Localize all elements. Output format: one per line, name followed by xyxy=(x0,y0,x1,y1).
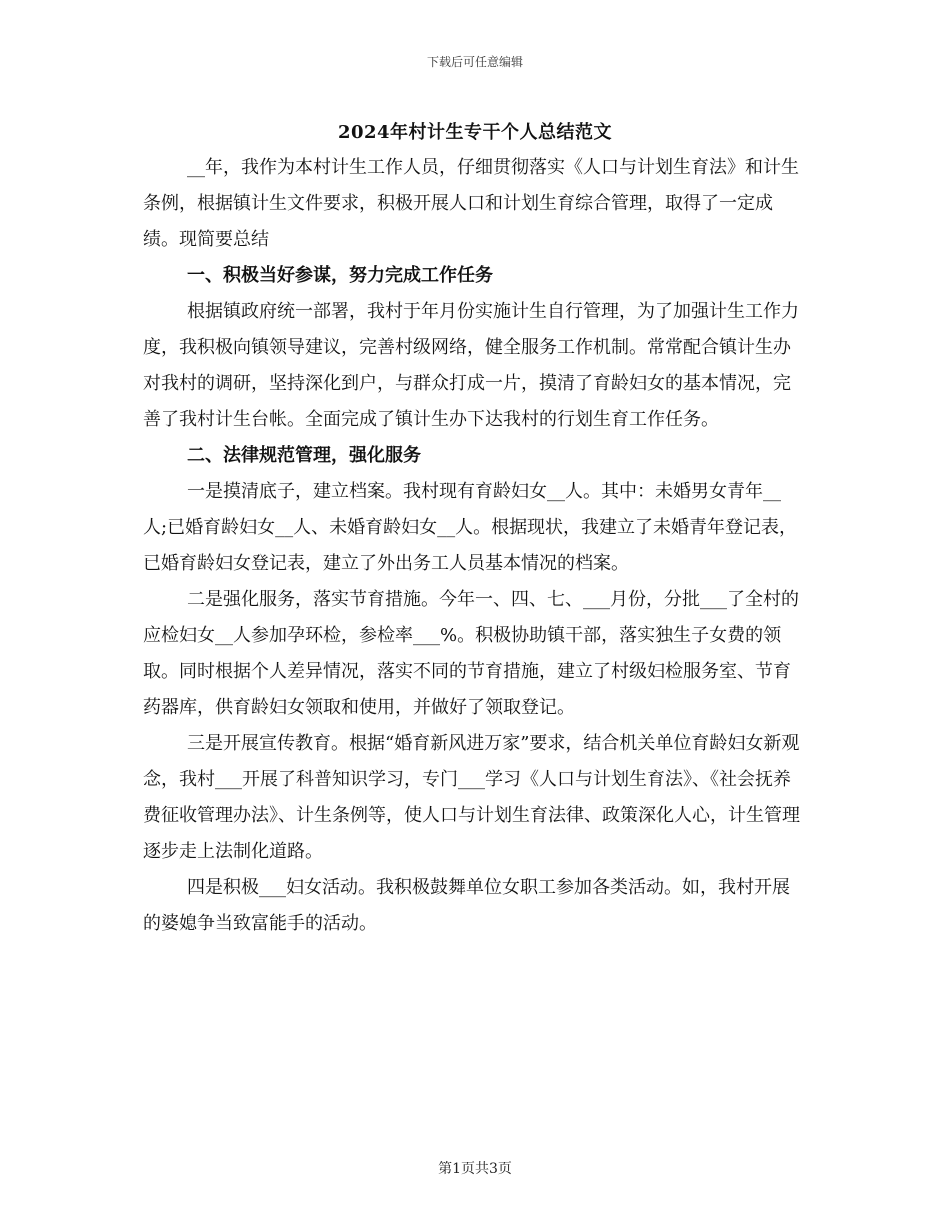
body-paragraph: 三是开展宣传教育。根据“婚育新风进万家”要求，结合机关单位育龄妇女新观念，我村___开展了科普知识学习，专门___学习《人口与计划生育法》、《社会抚养费征收管理办法》、计生条例等，使人口与计划生育法律、政策深化人心，计生管理逐步走上法制化道路。 xyxy=(143,733,800,862)
section-heading: 二、法律规范管理，强化服务 xyxy=(187,445,421,466)
body-paragraph: 二是强化服务，落实节育措施。今年一、四、七、___月份，分批___了全村的应检妇女__人参加孕环检，参检率___%。积极协助镇干部，落实独生子女费的领取。同时根据个人差异情况，落实不同的节育措施，建立了村级妇检服务室、节育药器库，供育龄妇女领取和使用，并做好了领取登记。 xyxy=(143,589,799,718)
intro-paragraph: __年，我作为本村计生工作人员，仔细贯彻落实《人口与计划生育法》和计生条例，根据镇计生文件要求，积极开展人口和计划生育综合管理，取得了一定成绩。现简要总结 xyxy=(143,157,799,250)
body-paragraph: 根据镇政府统一部署，我村于年月份实施计生自行管理，为了加强计生工作力度，我积极向镇领导建议，完善村级网络，健全服务工作机制。常常配合镇计生办对我村的调研，坚持深化到户，与群众打成一片，摸清了育龄妇女的基本情况，完善了我村计生台帐。全面完成了镇计生办下达我村的行划生育工作任务。 xyxy=(143,301,799,430)
document-title: 2024年村计生专干个人总结范文 xyxy=(337,122,613,143)
document-body xyxy=(143,150,803,942)
section-heading: 一、积极当好参谋，努力完成工作任务 xyxy=(187,265,493,286)
header-note: 下载后可任意编辑 xyxy=(426,55,523,69)
body-paragraph: 一是摸清底子，建立档案。我村现有育龄妇女__人。其中：未婚男女青年__人;已婚育龄妇女__人、未婚育龄妇女__人。根据现状，我建立了未婚青年登记表，已婚育龄妇女登记表，建立了外出务工人员基本情况的档案。 xyxy=(143,481,798,574)
body-paragraph: 四是积极___妇女活动。我积极鼓舞单位女职工参加各类活动。如，我村开展的婆媳争当致富能手的活动。 xyxy=(143,877,790,934)
page-number-footer: 第1页共3页 xyxy=(438,1161,512,1177)
